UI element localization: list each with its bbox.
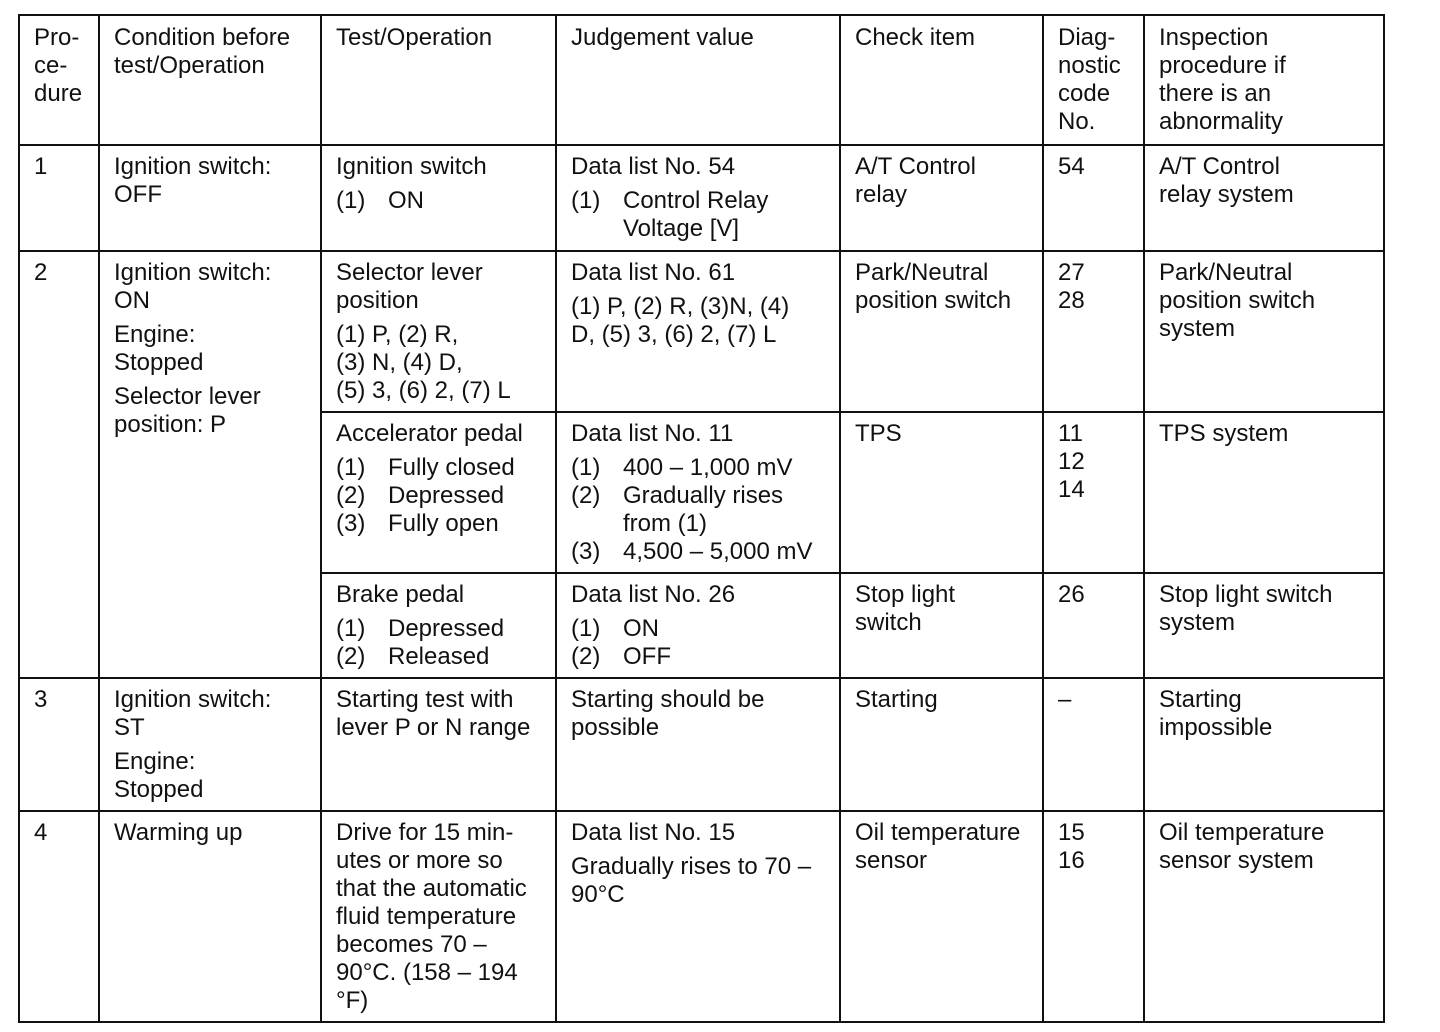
diagnostic-code-cell: 11 12 14 [1043,412,1144,573]
check-item-cell: Starting [840,678,1043,811]
check-item-cell: A/T Control relay [840,145,1043,251]
procedure-number: 2 [19,251,99,678]
condition-cell: Ignition switch: ST Engine: Stopped [99,678,321,811]
header-diagnostic-code: Diag- nostic code No. [1043,15,1144,145]
list-item: (2) OFF [571,643,671,670]
procedure-number: 1 [19,145,99,251]
judgement-value-cell: Data list No. 15 Gradually rises to 70 – 90°C [556,811,840,1022]
procedure-number: 4 [19,811,99,1022]
test-operation-cell: Drive for 15 min- utes or more so that the automatic fluid temperature becomes 70 – 90°C. (158 – 194 °F) [321,811,556,1022]
list-item: (1) Fully closed [336,454,515,481]
procedure-number: 3 [19,678,99,811]
diagnostic-code-cell: – [1043,678,1144,811]
test-operation-cell: Accelerator pedal (1) Fully closed (2) Depressed (3) Fully open [321,412,556,573]
test-operation-cell: Brake pedal (1) Depressed (2) Released [321,573,556,678]
inspection-cell: TPS system [1144,412,1384,573]
judgement-value-cell: Data list No. 54 (1) Control Relay Voltage [V] [556,145,840,251]
inspection-cell: Stop light switch system [1144,573,1384,678]
condition-cell: Ignition switch: ON Engine: Stopped Selector lever position: P [99,251,321,678]
list-item: (1) 400 – 1,000 mV [571,454,793,481]
list-item: (1) Control Relay [571,187,769,214]
table-row [19,678,1384,811]
check-item-cell: Park/Neutral position switch [840,251,1043,412]
diagnostic-code-cell: 27 28 [1043,251,1144,412]
list-item: (1) ON [571,615,659,642]
list-item: (1) ON [336,187,424,214]
table-row [19,811,1384,1022]
judgement-value-cell: Data list No. 26 (1) ON (2) OFF [556,573,840,678]
test-operation-cell: Selector lever position (1) P, (2) R, (3) N, (4) D, (5) 3, (6) 2, (7) L [321,251,556,412]
list-item: (2) Released [336,643,490,670]
header-row [19,15,1384,145]
list-item: (2) Gradually rises [571,482,784,509]
check-item-cell: TPS [840,412,1043,573]
inspection-cell: Starting impossible [1144,678,1384,811]
condition-cell: Ignition switch: OFF [99,145,321,251]
header-procedure: Pro- ce- dure [19,15,99,145]
list-item: (1) Depressed [336,615,505,642]
condition-cell: Warming up [99,811,321,1022]
header-condition: Condition before test/Operation [99,15,321,145]
judgement-value-cell: Data list No. 61 (1) P, (2) R, (3)N, (4) D, (5) 3, (6) 2, (7) L [556,251,840,412]
check-item-cell: Oil temperature sensor [840,811,1043,1022]
header-judgement-value: Judgement value [556,15,840,145]
table-row [19,145,1384,251]
test-operation-cell: Ignition switch (1) ON [321,145,556,251]
inspection-cell: A/T Control relay system [1144,145,1384,251]
diagnostic-code-cell: 15 16 [1043,811,1144,1022]
header-test-operation: Test/Operation [321,15,556,145]
diagnostic-table [18,14,1385,1023]
test-operation-cell: Starting test with lever P or N range [321,678,556,811]
header-inspection-procedure: Inspection procedure if there is an abnormality [1144,15,1384,145]
list-item: (3) 4,500 – 5,000 mV [571,538,813,565]
inspection-cell: Park/Neutral position switch system [1144,251,1384,412]
table-row [19,251,1384,412]
inspection-cell: Oil temperature sensor system [1144,811,1384,1022]
judgement-value-cell: Data list No. 11 (1) 400 – 1,000 mV (2) Gradually rises from (1) (3) 4,500 – 5,000 mV [556,412,840,573]
diagnostic-code-cell: 54 [1043,145,1144,251]
list-item: (2) Depressed [336,482,505,509]
header-check-item: Check item [840,15,1043,145]
check-item-cell: Stop light switch [840,573,1043,678]
diagnostic-code-cell: 26 [1043,573,1144,678]
list-item: (3) Fully open [336,510,499,537]
judgement-value-cell: Starting should be possible [556,678,840,811]
